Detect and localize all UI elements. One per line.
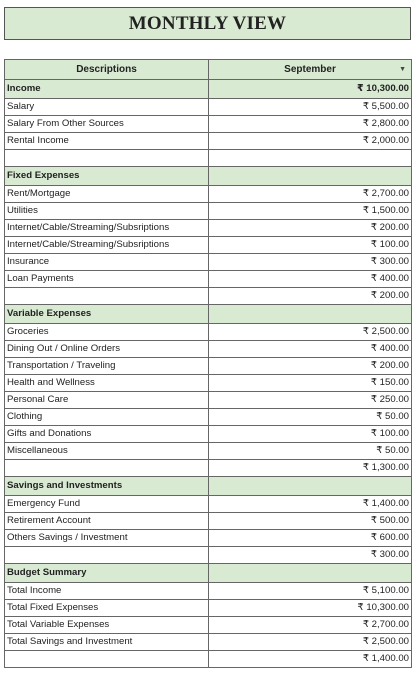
description-cell[interactable]: Miscellaneous (5, 443, 209, 460)
title-banner (4, 7, 411, 40)
table-row (5, 583, 412, 600)
amount-cell[interactable]: ₹ 10,300.00 (209, 600, 412, 617)
table-row (5, 186, 412, 203)
table-row (5, 324, 412, 341)
amount-cell[interactable]: ₹ 10,300.00 (209, 80, 412, 99)
amount-cell[interactable]: ₹ 2,000.00 (209, 133, 412, 150)
section-row (5, 80, 412, 99)
amount-cell[interactable]: ₹ 1,400.00 (209, 651, 412, 668)
description-cell[interactable]: Groceries (5, 324, 209, 341)
description-cell[interactable]: Rental Income (5, 133, 209, 150)
table-row (5, 116, 412, 133)
section-row (5, 167, 412, 186)
amount-cell[interactable]: ₹ 200.00 (209, 220, 412, 237)
description-cell[interactable]: Total Income (5, 583, 209, 600)
description-cell[interactable]: Others Savings / Investment (5, 530, 209, 547)
empty-row (5, 150, 412, 167)
amount-cell[interactable] (209, 564, 412, 583)
amount-cell[interactable]: ₹ 1,400.00 (209, 496, 412, 513)
table-row (5, 375, 412, 392)
section-row (5, 564, 412, 583)
amount-cell[interactable]: ₹ 100.00 (209, 237, 412, 254)
amount-cell[interactable]: ₹ 1,500.00 (209, 203, 412, 220)
table-row (5, 392, 412, 409)
amount-cell[interactable]: ₹ 500.00 (209, 513, 412, 530)
amount-cell[interactable]: ₹ 400.00 (209, 271, 412, 288)
budget-table (4, 59, 412, 668)
description-cell[interactable]: Total Fixed Expenses (5, 600, 209, 617)
page-title: MONTHLY VIEW (128, 12, 287, 34)
table-row (5, 600, 412, 617)
description-cell[interactable]: Rent/Mortgage (5, 186, 209, 203)
section-label-cell[interactable]: Savings and Investments (5, 477, 209, 496)
table-row (5, 443, 412, 460)
description-cell[interactable]: Insurance (5, 254, 209, 271)
amount-cell[interactable]: ₹ 2,500.00 (209, 634, 412, 651)
amount-cell[interactable]: ₹ 200.00 (209, 288, 412, 305)
descriptions-header: Descriptions (5, 60, 209, 80)
table-row (5, 617, 412, 634)
description-cell[interactable]: Loan Payments (5, 271, 209, 288)
description-cell[interactable]: Personal Care (5, 392, 209, 409)
amount-cell[interactable]: ₹ 2,800.00 (209, 116, 412, 133)
table-row (5, 133, 412, 150)
table-row (5, 99, 412, 116)
table-row (5, 220, 412, 237)
amount-cell[interactable]: ₹ 2,500.00 (209, 324, 412, 341)
amount-cell[interactable]: ₹ 50.00 (209, 409, 412, 426)
table-row (5, 460, 412, 477)
description-cell[interactable]: Transportation / Traveling (5, 358, 209, 375)
table-row (5, 547, 412, 564)
amount-cell[interactable]: ₹ 200.00 (209, 358, 412, 375)
amount-cell[interactable]: ₹ 1,300.00 (209, 460, 412, 477)
amount-cell[interactable]: ₹ 150.00 (209, 375, 412, 392)
description-cell[interactable]: Retirement Account (5, 513, 209, 530)
description-cell[interactable]: Total Variable Expenses (5, 617, 209, 634)
amount-cell[interactable] (209, 150, 412, 167)
description-cell[interactable]: Dining Out / Online Orders (5, 341, 209, 358)
table-row (5, 237, 412, 254)
description-cell[interactable] (5, 150, 209, 167)
description-cell[interactable]: Salary (5, 99, 209, 116)
description-cell[interactable]: Health and Wellness (5, 375, 209, 392)
amount-cell[interactable]: ₹ 600.00 (209, 530, 412, 547)
section-label-cell[interactable]: Budget Summary (5, 564, 209, 583)
section-row (5, 477, 412, 496)
table-row (5, 409, 412, 426)
table-row (5, 203, 412, 220)
table-row (5, 288, 412, 305)
description-cell[interactable]: Total Savings and Investment (5, 634, 209, 651)
description-cell[interactable]: Gifts and Donations (5, 426, 209, 443)
section-label-cell[interactable]: Fixed Expenses (5, 167, 209, 186)
amount-cell[interactable]: ₹ 400.00 (209, 341, 412, 358)
table-row (5, 358, 412, 375)
table-row (5, 530, 412, 547)
description-cell[interactable]: Internet/Cable/Streaming/Subsriptions (5, 237, 209, 254)
description-cell[interactable]: Utilities (5, 203, 209, 220)
section-label-cell[interactable]: Income (5, 80, 209, 99)
header-row (5, 60, 412, 80)
table-row (5, 634, 412, 651)
triangle-down-icon[interactable]: ▼ (399, 66, 406, 73)
month-selector[interactable] (209, 60, 412, 80)
amount-cell[interactable] (209, 305, 412, 324)
table-row (5, 254, 412, 271)
table-row (5, 651, 412, 668)
table-row (5, 271, 412, 288)
amount-cell[interactable]: ₹ 5,500.00 (209, 99, 412, 116)
description-cell[interactable]: Emergency Fund (5, 496, 209, 513)
table-row (5, 513, 412, 530)
description-cell[interactable] (5, 460, 209, 477)
amount-cell[interactable]: ₹ 100.00 (209, 426, 412, 443)
description-cell[interactable]: Salary From Other Sources (5, 116, 209, 133)
amount-cell[interactable] (209, 167, 412, 186)
table-row (5, 341, 412, 358)
amount-cell[interactable]: ₹ 2,700.00 (209, 617, 412, 634)
month-label: September (284, 64, 336, 75)
amount-cell[interactable]: ₹ 50.00 (209, 443, 412, 460)
amount-cell[interactable]: ₹ 300.00 (209, 547, 412, 564)
amount-cell[interactable]: ₹ 250.00 (209, 392, 412, 409)
section-row (5, 305, 412, 324)
description-cell[interactable]: Clothing (5, 409, 209, 426)
description-cell[interactable] (5, 547, 209, 564)
section-label-cell[interactable]: Variable Expenses (5, 305, 209, 324)
table-row (5, 426, 412, 443)
description-cell[interactable] (5, 651, 209, 668)
amount-cell[interactable]: ₹ 2,700.00 (209, 186, 412, 203)
amount-cell[interactable]: ₹ 300.00 (209, 254, 412, 271)
description-cell[interactable] (5, 288, 209, 305)
amount-cell[interactable]: ₹ 5,100.00 (209, 583, 412, 600)
description-cell[interactable]: Internet/Cable/Streaming/Subsriptions (5, 220, 209, 237)
table-row (5, 496, 412, 513)
amount-cell[interactable] (209, 477, 412, 496)
